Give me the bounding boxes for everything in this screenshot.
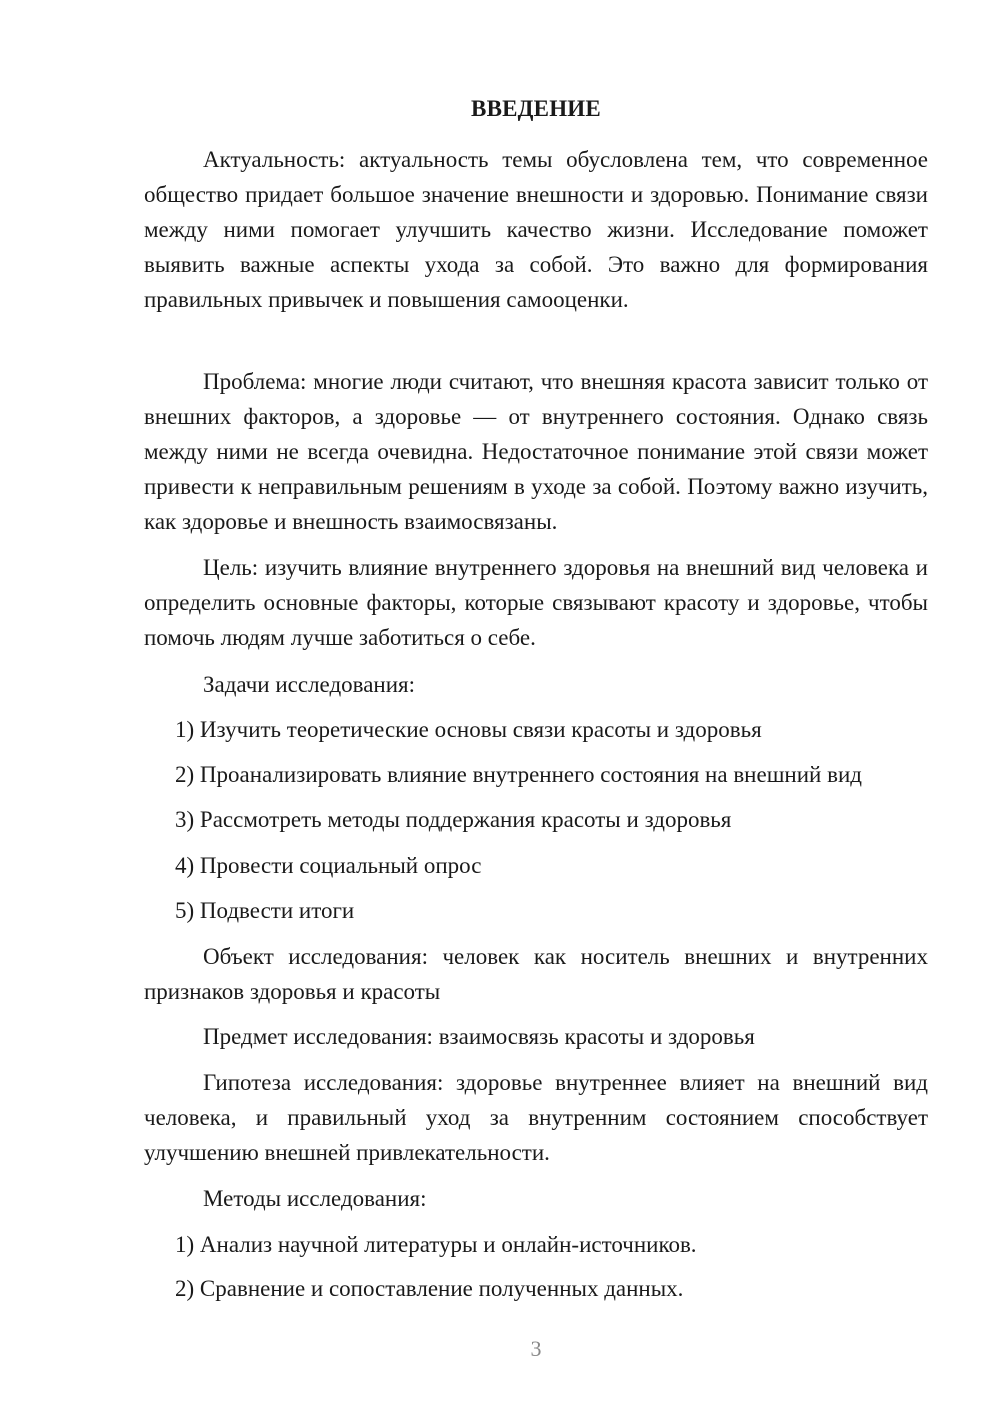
task-item: 2) Проанализировать влияние внутреннего состояния на внешний вид [175, 762, 862, 787]
page-title: ВВЕДЕНИЕ [471, 96, 601, 121]
method-item: 2) Сравнение и сопоставление полученных данных. [175, 1276, 684, 1301]
task-item: 3) Рассмотреть методы поддержания красоты и здоровья [175, 807, 732, 832]
methods-label: Методы исследования: [203, 1186, 427, 1211]
task-item: 5) Подвести итоги [175, 898, 355, 923]
page-number: 3 [530, 1336, 542, 1361]
subject-paragraph: Предмет исследования: взаимосвязь красоты и здоровья [203, 1024, 755, 1049]
relevance-paragraph: Актуальность: актуальность темы обусловлена тем, что современное общество придает большое значение внешности и здоровью. Понимание связи между ними помогает улучшить качество жизни. Исследование поможет выявить важные аспекты ухода за собой. Это важно для формирования правильных привычек и повышения самооценки. [144, 147, 928, 312]
problem-paragraph: Проблема: многие люди считают, что внешняя красота зависит только от внешних факторов, а здоровье — от внутреннего состояния. Однако связь между ними не всегда очевидна. Недостаточное понимание этой связи может привести к неправильным решениям в уходе за собой. Поэтому важно изучить, как здоровье и внешность взаимосвязаны. [144, 369, 928, 534]
task-item: 4) Провести социальный опрос [175, 853, 482, 878]
goal-paragraph: Цель: изучить влияние внутреннего здоровья на внешний вид человека и определить основные факторы, которые связывают красоту и здоровье, чтобы помочь людям лучше заботиться о себе. [144, 555, 928, 650]
method-item: 1) Анализ научной литературы и онлайн-источников. [175, 1232, 697, 1257]
object-paragraph: Объект исследования: человек как носитель внешних и внутренних признаков здоровья и красоты [144, 944, 928, 1004]
tasks-label: Задачи исследования: [203, 672, 416, 697]
hypothesis-paragraph: Гипотеза исследования: здоровье внутреннее влияет на внешний вид человека, и правильный уход за внутренним состоянием способствует улучшению внешней привлекательности. [144, 1070, 928, 1165]
task-item: 1) Изучить теоретические основы связи красоты и здоровья [175, 717, 762, 742]
